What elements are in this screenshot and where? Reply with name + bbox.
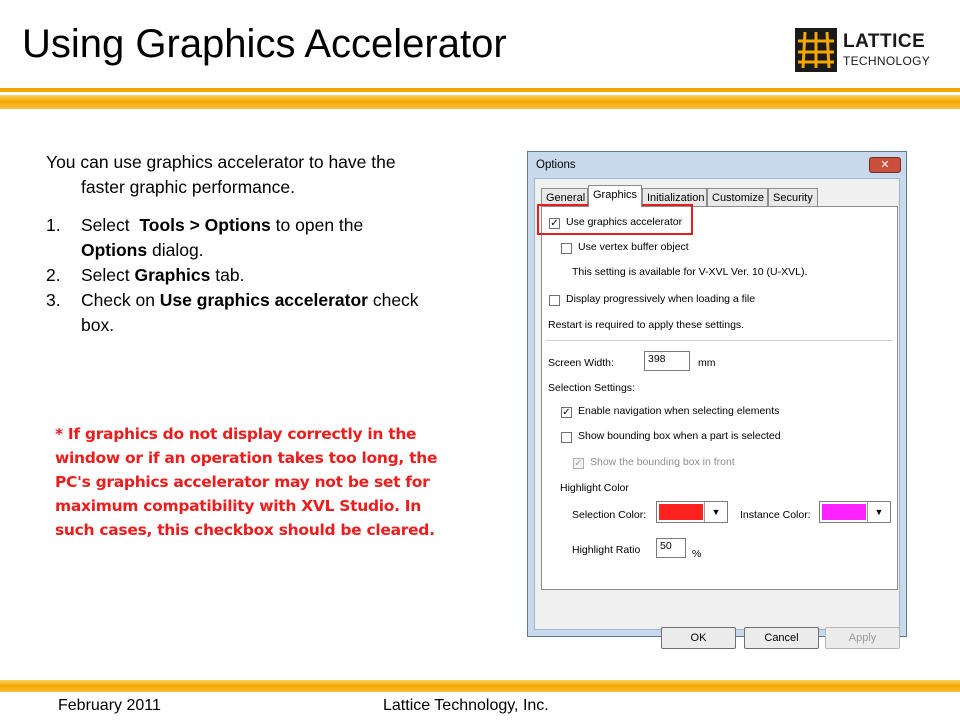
step-bold: Use graphics accelerator [159,290,368,310]
step-text: to open the [270,215,364,235]
show-bounding-box-checkbox[interactable] [561,432,572,443]
tab-customize[interactable]: Customize [707,188,768,206]
selection-color-picker[interactable] [656,501,728,523]
cancel-button[interactable]: Cancel [744,627,819,649]
step-number: 3. [46,290,61,310]
close-icon[interactable]: ✕ [869,157,901,173]
steps-list [46,213,506,338]
highlight-ratio-label: Highlight Ratio [572,544,641,556]
note-line: maximum compatibility with XVL Studio. In [55,497,422,515]
use-graphics-accelerator-label[interactable]: Use graphics accelerator [566,216,683,228]
highlight-color-label: Highlight Color [560,482,629,494]
compatibility-note [55,422,485,542]
step-number: 1. [46,215,61,235]
tab-general[interactable]: General [541,188,588,206]
tab-initialization[interactable]: Initialization [642,188,707,206]
show-bounding-in-front-label[interactable]: Show the bounding box in front [590,456,735,468]
separator [546,340,893,341]
step-text: dialog. [147,240,204,260]
intro-line-1: You can use graphics accelerator to have the [46,152,396,172]
use-graphics-accelerator-checkbox[interactable]: ✓ [550,218,559,229]
use-vertex-buffer-checkbox[interactable] [561,243,572,254]
show-bounding-in-front-checkbox[interactable]: ✓ [574,458,583,469]
step-text: Select [81,265,135,285]
logo-word-technology: TECHNOLOGY [843,54,931,68]
instance-color-picker[interactable] [819,501,891,523]
step-item [46,213,506,263]
graphics-panel [541,206,898,590]
highlight-ratio-unit: % [692,548,702,560]
step-text: Select [81,215,140,235]
screen-width-unit: mm [698,357,716,369]
callout-highlight-box [537,204,693,235]
step-text: check [367,290,419,310]
step-number: 2. [46,265,61,285]
step-text: Check on [81,290,160,310]
dialog-body [534,178,900,644]
step-item [46,263,506,288]
selection-settings-label: Selection Settings: [548,382,635,394]
ok-button[interactable]: OK [661,627,736,649]
step-text: tab. [210,265,245,285]
header-bar-thin [0,88,960,92]
display-progressively-label[interactable]: Display progressively when loading a file [566,293,756,305]
dialog-title: Options [536,159,576,171]
display-progressively-checkbox[interactable] [549,295,560,306]
footer-bar [0,680,960,692]
highlight-ratio-input[interactable]: 50 [656,538,686,558]
screen-width-input[interactable]: 398 [644,351,690,371]
step-bold: Options [81,240,148,260]
footer-date: February 2011 [58,697,161,714]
lattice-logo [795,28,935,74]
note-line: PC's graphics accelerator may not be set for [55,473,430,491]
note-line: window or if an operation takes too long, the [55,449,438,467]
slide-title: Using Graphics Accelerator [22,22,507,66]
footer-company: Lattice Technology, Inc. [383,697,549,714]
chevron-down-icon[interactable]: ▼ [704,502,727,522]
body-text [46,150,506,338]
note-line: * If graphics do not display correctly in the [55,425,417,443]
step-bold: Tools > Options [139,215,271,235]
vertex-note: This setting is available for V-XVL Ver. 10 (U-XVL). [572,266,808,278]
enable-navigation-label[interactable]: Enable navigation when selecting elements [578,405,780,417]
enable-navigation-checkbox[interactable]: ✓ [562,407,571,418]
chevron-down-icon[interactable]: ▼ [867,502,890,522]
selection-color-swatch [659,504,703,520]
intro-line-2: faster graphic performance. [81,177,295,197]
apply-button[interactable]: Apply [825,627,900,649]
restart-note: Restart is required to apply these settings. [548,319,745,331]
step-item [46,288,506,338]
screen-width-label: Screen Width: [548,357,614,369]
instance-color-swatch [822,504,866,520]
tab-security[interactable]: Security [768,188,818,206]
tab-graphics[interactable]: Graphics [588,185,642,207]
selection-color-label: Selection Color: [572,509,647,521]
show-bounding-box-label[interactable]: Show bounding box when a part is selected [578,430,781,442]
use-vertex-buffer-label[interactable]: Use vertex buffer object [578,241,689,253]
lattice-logo-icon [795,28,837,72]
instance-color-label: Instance Color: [740,509,811,521]
step-text: box. [81,315,115,335]
header-bar-thick [0,95,960,109]
note-line: such cases, this checkbox should be cleared. [55,521,435,539]
logo-word-lattice: LATTICE [843,31,926,52]
step-bold: Graphics [134,265,211,285]
